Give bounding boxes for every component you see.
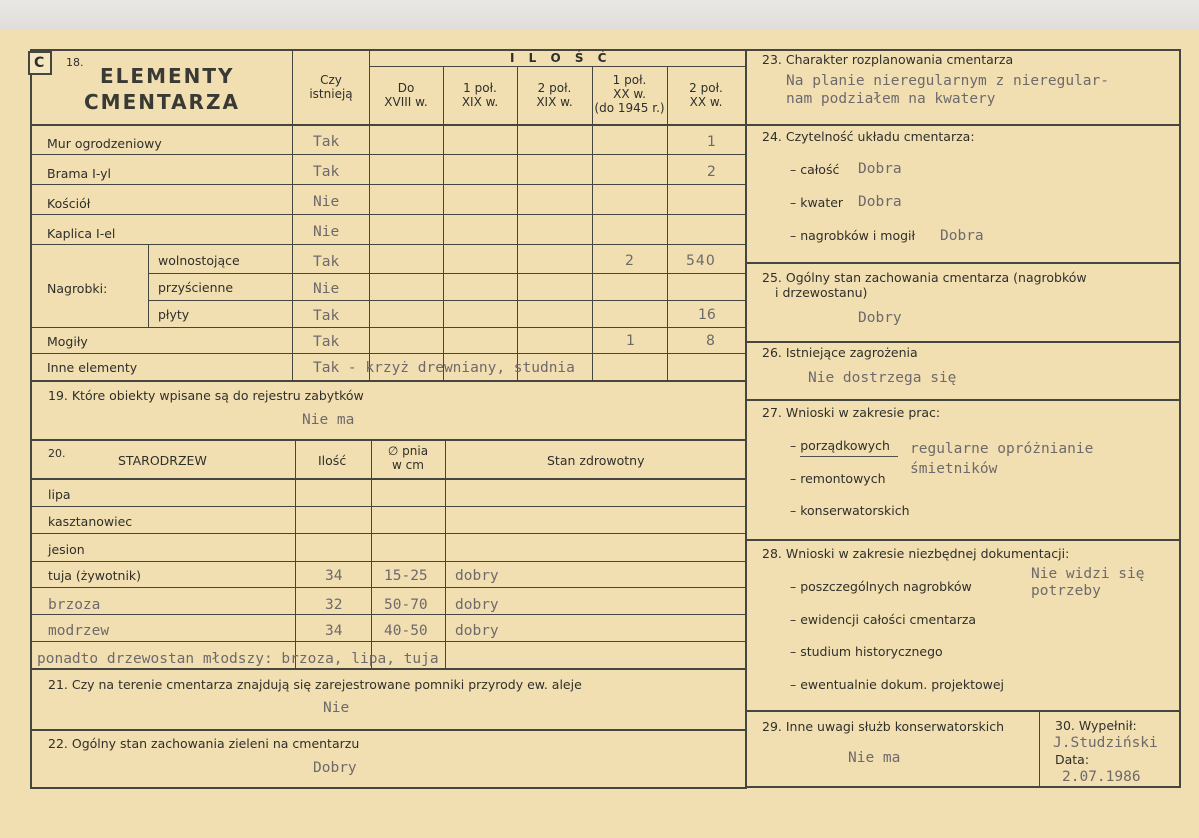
row-label-przyscienne: przyścienne <box>158 280 234 295</box>
s24-value-nagrobkow: Dobra <box>940 228 984 244</box>
tree-name-modrzew: modrzew <box>48 623 110 639</box>
s25-value: Dobry <box>858 310 902 326</box>
row-exists-wolnostojace: Tak <box>313 254 340 270</box>
s27-item-konserwatorskich: – konserwatorskich <box>790 503 910 518</box>
row-exists-mur: Tak <box>313 134 340 150</box>
row-exists-kosciol: Nie <box>313 194 340 210</box>
s27-underline <box>800 456 898 457</box>
row-exists-przyscienne: Nie <box>313 281 340 297</box>
section-number: 18. <box>66 56 84 69</box>
s21-value: Nie <box>323 700 350 716</box>
s24-item-calosc: – całość <box>790 162 840 177</box>
tree-count-brzoza: 32 <box>325 597 343 613</box>
s30-date-label: Data: <box>1055 752 1090 767</box>
row-qty-brama-xx2: 2 <box>707 164 716 180</box>
s28-item-projektowej: – ewentualnie dokum. projektowej <box>790 677 1005 692</box>
s27-item-remontowych: – remontowych <box>790 471 886 486</box>
s24-item-nagrobkow: – nagrobków i mogił <box>790 228 916 243</box>
tree-count-tuja: 34 <box>325 568 343 584</box>
s28-label: 28. Wnioski w zakresie niezbędnej dokumentacji: <box>762 546 1070 561</box>
s22-label: 22. Ogólny stan zachowania zieleni na cmentarzu <box>48 736 360 751</box>
s29-value: Nie ma <box>848 750 901 766</box>
s25-label-line2: i drzewostanu) <box>775 285 868 300</box>
s26-value: Nie dostrzega się <box>808 370 957 386</box>
s20-col-stan: Stan zdrowotny <box>547 453 645 468</box>
row-exists-mogily: Tak <box>313 334 340 350</box>
s29-label: 29. Inne uwagi służb konserwatorskich <box>762 719 1004 734</box>
s28-value-line2: potrzeby <box>1031 583 1101 599</box>
tree-count-modrzew: 34 <box>325 623 343 639</box>
row-label-mur: Mur ogrodzeniowy <box>47 136 162 151</box>
s27-label: 27. Wnioski w zakresie prac: <box>762 405 941 420</box>
card-title-line2: CMENTARZA <box>84 90 240 114</box>
s27-item-porzadkowych: – porządkowych <box>790 438 890 453</box>
s20-col-ilosc: Ilość <box>318 453 347 468</box>
col-ilosc-header: I L O Ś Ć <box>510 51 612 65</box>
tree-health-tuja: dobry <box>455 568 499 584</box>
row-label-kaplica: Kaplica I-el <box>47 226 116 241</box>
row-label-kosciol: Kościół <box>47 196 91 211</box>
s28-item-studium: – studium historycznego <box>790 644 943 659</box>
s20-col-pnia: ∅ pnia w cm <box>387 444 429 472</box>
row-exists-kaplica: Nie <box>313 224 340 240</box>
row-qty-plyty-xx2: 16 <box>698 307 716 323</box>
s21-label: 21. Czy na terenie cmentarza znajdują się zarejestrowane pomniki przyrody ew. aleje <box>48 677 582 692</box>
s30-label: 30. Wypełnił: <box>1055 718 1137 733</box>
tree-name-brzoza: brzoza <box>48 597 101 613</box>
s23-label: 23. Charakter rozplanowania cmentarza <box>762 52 1014 67</box>
s24-label: 24. Czytelność układu cmentarza: <box>762 129 975 144</box>
card-title-line1: ELEMENTY <box>100 64 235 88</box>
tree-health-modrzew: dobry <box>455 623 499 639</box>
s24-item-kwater: – kwater <box>790 195 844 210</box>
row-label-mogily: Mogiły <box>47 334 88 349</box>
s25-label-line1: 25. Ogólny stan zachowania cmentarza (nagrobków <box>762 270 1087 285</box>
tree-diam-modrzew: 40-50 <box>384 623 428 639</box>
s28-item-nagrobkow: – poszczególnych nagrobków <box>790 579 972 594</box>
tree-diam-brzoza: 50-70 <box>384 597 428 613</box>
row-label-brama: Brama I-yl <box>47 166 112 181</box>
col-period-1pol-xx: 1 poł. XX w. (do 1945 r.) <box>594 73 665 115</box>
row-label-plyty: płyty <box>158 307 190 322</box>
scan-background-strip <box>0 0 1199 34</box>
tree-name-lipa: lipa <box>48 487 71 502</box>
s20-title: STARODRZEW <box>118 453 207 468</box>
s30-date: 2.07.1986 <box>1062 769 1141 785</box>
tree-name-kasztanowiec: kasztanowiec <box>48 514 133 529</box>
row-qty-mogily-xx1: 1 <box>626 333 635 349</box>
row-label-nagrobki: Nagrobki: <box>47 281 108 296</box>
s26-label: 26. Istniejące zagrożenia <box>762 345 918 360</box>
catalog-card <box>0 30 1199 838</box>
row-label-wolnostojace: wolnostojące <box>158 253 240 268</box>
row-exists-brama: Tak <box>313 164 340 180</box>
s19-value: Nie ma <box>302 412 355 428</box>
s22-value: Dobry <box>313 760 357 776</box>
col-period-do-xviii: Do XVIII w. <box>384 81 428 109</box>
tree-diam-tuja: 15-25 <box>384 568 428 584</box>
s24-value-calosc: Dobra <box>858 161 902 177</box>
col-period-1pol-xix: 1 poł. XIX w. <box>461 81 499 109</box>
s28-item-ewidencji: – ewidencji całości cmentarza <box>790 612 977 627</box>
col-period-2pol-xx: 2 poł. XX w. <box>689 81 723 109</box>
s23-value-line1: Na planie nieregularnym z nieregular- <box>786 73 1110 89</box>
s23-value-line2: nam podziałem na kwatery <box>786 91 996 107</box>
row-qty-wolnostojace-xx2: 540 <box>686 253 716 269</box>
row-qty-wolnostojace-xx1: 2 <box>625 253 634 269</box>
row-value-inne: Tak - krzyż drewniany, studnia <box>313 360 575 376</box>
row-label-inne: Inne elementy <box>47 360 138 375</box>
s20-extra-note: ponadto drzewostan młodszy: brzoza, lipa, tuja <box>37 651 439 667</box>
tree-health-brzoza: dobry <box>455 597 499 613</box>
s20-number: 20. <box>48 447 66 460</box>
s27-value-line2: śmietników <box>910 461 998 477</box>
col-czy-istnieja: Czy istnieją <box>309 73 353 101</box>
tree-name-jesion: jesion <box>48 542 85 557</box>
s24-value-kwater: Dobra <box>858 194 902 210</box>
s19-label: 19. Które obiekty wpisane są do rejestru zabytków <box>48 388 364 403</box>
row-qty-mur-xx2: 1 <box>707 134 716 150</box>
s28-value-line1: Nie widzi się <box>1031 566 1145 582</box>
col-period-2pol-xix: 2 poł. XIX w. <box>536 81 573 109</box>
tree-name-tuja: tuja (żywotnik) <box>48 568 142 583</box>
s27-value-line1: regularne opróżnianie <box>910 441 1094 457</box>
row-exists-plyty: Tak <box>313 308 340 324</box>
s30-name: J.Studziński <box>1053 735 1158 751</box>
section-letter: C <box>34 55 45 71</box>
row-qty-mogily-xx2: 8 <box>706 333 715 349</box>
